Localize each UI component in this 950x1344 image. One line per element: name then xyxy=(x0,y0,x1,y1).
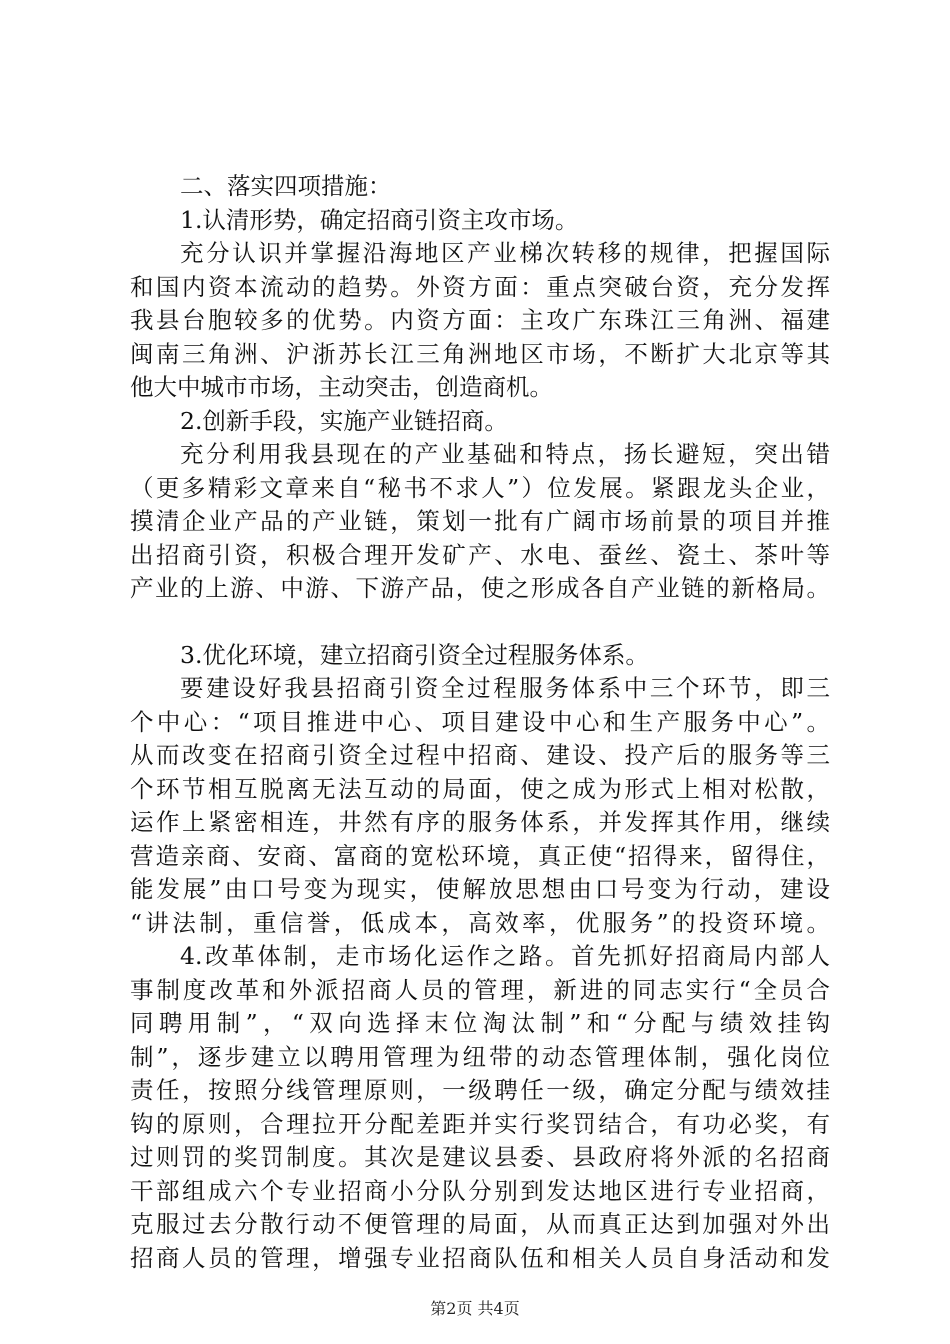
measure-3-title: 3.优化环境，建立招商引资全过程服务体系。 xyxy=(180,640,649,669)
measure-4-line: 干部组成六个专业招商小分队分别到发达地区进行专业招商， xyxy=(130,1176,830,1205)
measure-1-line: 我县台胞较多的优势。内资方面：主攻广东珠江三角洲、福建 xyxy=(130,306,830,334)
measure-3-line: 能发展”由口号变为现实，使解放思想由口号变为行动，建设 xyxy=(130,875,830,903)
measure-3-line: 从而改变在招商引资全过程中招商、建设、投产后的服务等三 xyxy=(130,741,830,769)
measure-2-line: 产业的上游、中游、下游产品，使之形成各自产业链的新格局。 xyxy=(130,574,830,602)
measure-4-line: 克服过去分散行动不便管理的局面，从而真正达到加强对外出 xyxy=(130,1210,830,1238)
measure-4-line: 招商人员的管理，增强专业招商队伍和相关人员自身活动和发 xyxy=(130,1243,830,1272)
measure-4-line: 钩的原则，合理拉开分配差距并实行奖罚结合，有功必奖，有 xyxy=(130,1109,830,1138)
section-heading: 二、落实四项措施： xyxy=(180,172,392,200)
measure-3-line: 运作上紧密相连，井然有序的服务体系，并发挥其作用，继续 xyxy=(130,808,830,836)
measure-1-line: 闽南三角洲、沪浙苏长江三角洲地区市场，不断扩大北京等其 xyxy=(130,339,830,368)
measure-4-line: 制”，逐步建立以聘用管理为纽带的动态管理体制，强化岗位 xyxy=(130,1042,830,1071)
measure-1-line: 充分认识并掌握沿海地区产业梯次转移的规律，把握国际 xyxy=(180,239,830,267)
measure-4-line: 责任，按照分线管理原则，一级聘任一级，确定分配与绩效挂 xyxy=(130,1076,830,1104)
measure-2-line: 摸清企业产品的产业链，策划一批有广阔市场前景的项目并推 xyxy=(130,507,830,535)
measure-2-line: （更多精彩文章来自“秘书不求人”）位发展。紧跟龙头企业， xyxy=(130,473,830,502)
measure-3-line: 个中心：“项目推进中心、项目建设中心和生产服务中心”。 xyxy=(130,707,830,736)
measure-3-line: 要建设好我县招商引资全过程服务体系中三个环节，即三 xyxy=(180,674,830,702)
measure-3-line: 个环节相互脱离无法互动的局面，使之成为形式上相对松散， xyxy=(130,774,830,803)
measure-2-line: 充分利用我县现在的产业基础和特点，扬长避短，突出错 xyxy=(180,440,830,468)
measure-1-title: 1.认清形势，确定招商引资主攻市场。 xyxy=(180,205,579,234)
measure-1-line: 和国内资本流动的趋势。外资方面：重点突破台资，充分发挥 xyxy=(130,272,830,301)
measure-3-line: “讲法制，重信誉，低成本，高效率，优服务”的投资环境。 xyxy=(130,908,830,937)
measure-4-line: 4.改革体制，走市场化运作之路。首先抓好招商局内部人 xyxy=(180,942,830,970)
measure-4-line: 过则罚的奖罚制度。其次是建议县委、县政府将外派的名招商 xyxy=(130,1143,830,1171)
measure-4-line: 事制度改革和外派招商人员的管理，新进的同志实行“全员合 xyxy=(130,975,830,1004)
measure-4-line: 同聘用制”，“双向选择末位淘汰制”和“分配与绩效挂钩 xyxy=(130,1009,830,1037)
measure-3-line: 营造亲商、安商、富商的宽松环境，真正使“招得来，留得住， xyxy=(130,841,830,870)
page-number-footer: 第2页 共4页 xyxy=(430,1299,520,1318)
document-body xyxy=(130,170,830,1275)
measure-1-line: 他大中城市市场，主动突击，创造商机。 xyxy=(130,373,553,401)
measure-2-title: 2.创新手段，实施产业链招商。 xyxy=(180,406,508,435)
measure-2-line: 出招商引资，积极合理开发矿产、水电、蚕丝、瓷土、茶叶等 xyxy=(130,540,830,569)
